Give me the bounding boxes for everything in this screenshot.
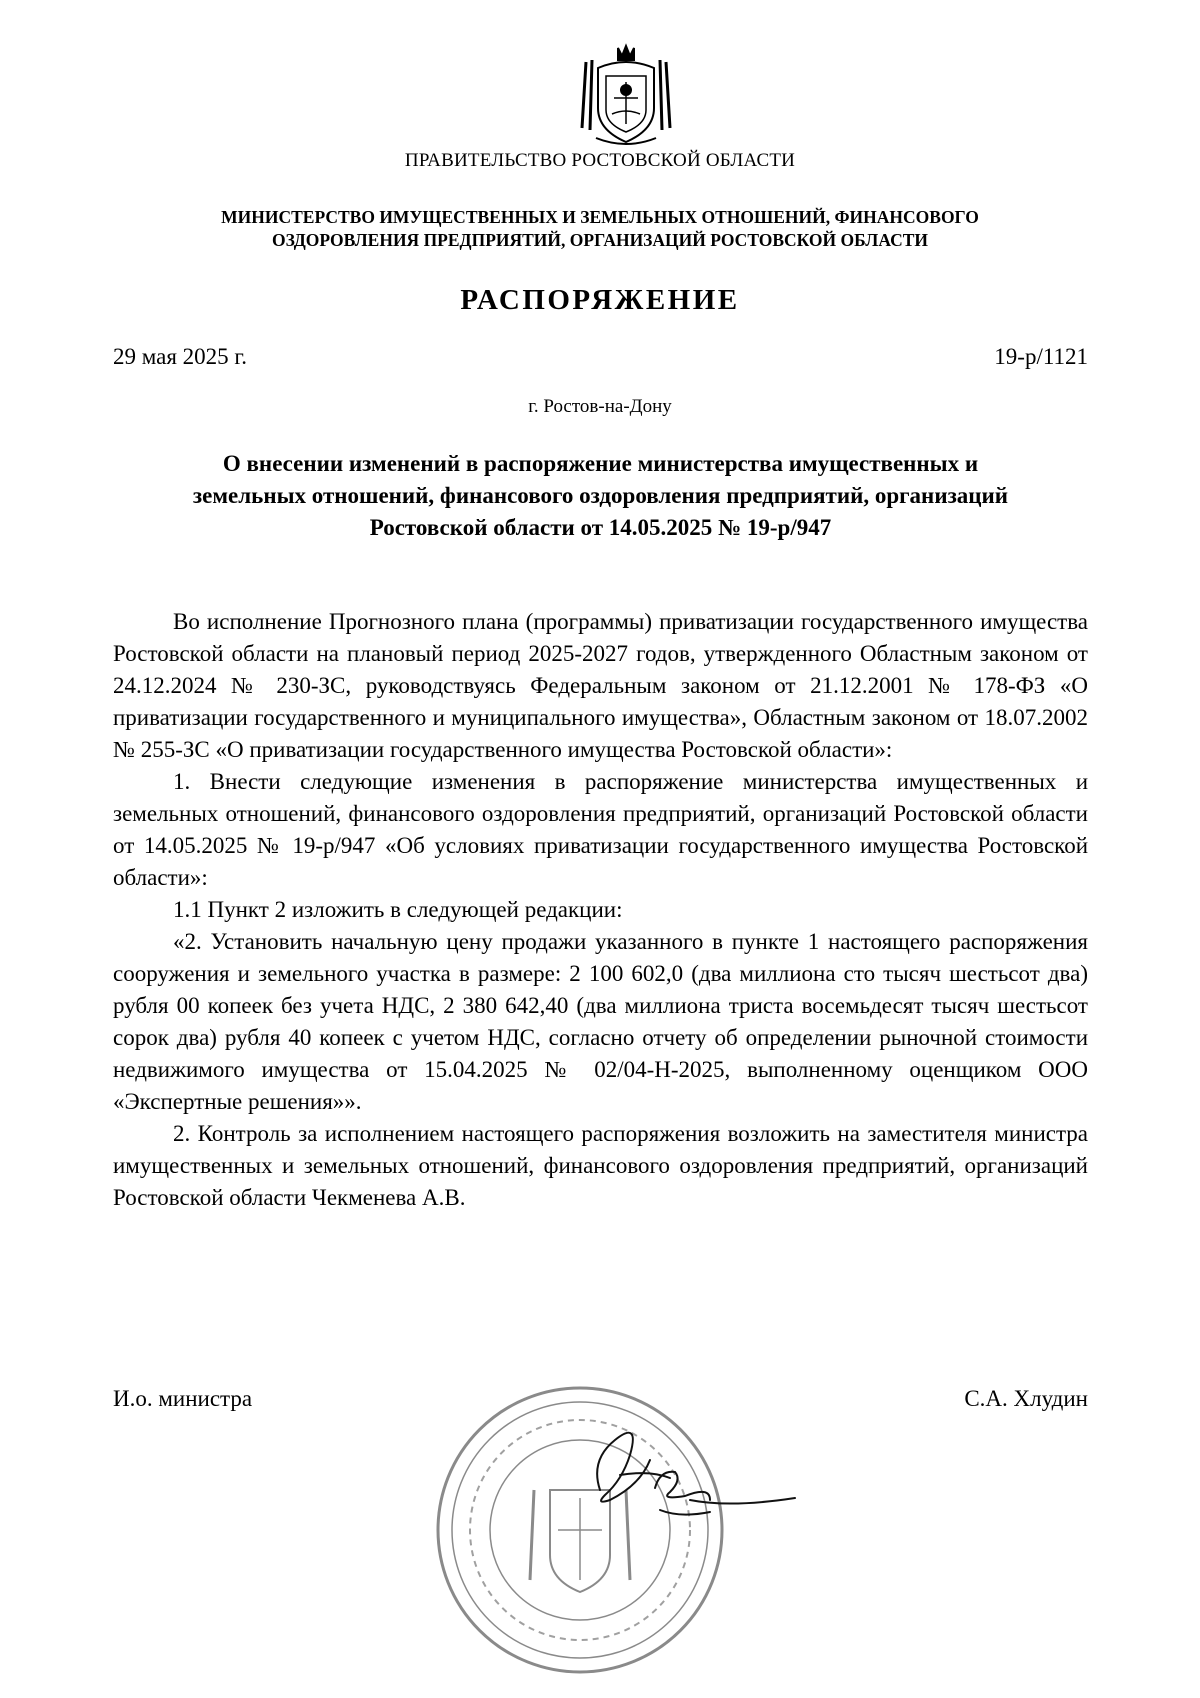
- coat-of-arms-icon: [576, 38, 676, 150]
- government-header: ПРАВИТЕЛЬСТВО РОСТОВСКОЙ ОБЛАСТИ: [404, 150, 796, 171]
- clause-1-1-paragraph: 1.1 Пункт 2 изложить в следующей редакции:: [173, 897, 623, 922]
- ministry-name: [150, 206, 1050, 252]
- clause-2-paragraph: 2. Контроль за исполнением настоящего распоряжения возложить на заместителя министра имущественных и земельных отношений, финансового оздоровления предприятий, организаций Ростовской области Чекменева А.В.: [113, 1121, 1088, 1210]
- document-type: РАСПОРЯЖЕНИЕ: [460, 284, 740, 316]
- document-body: [113, 606, 1088, 1214]
- preamble-paragraph: Во исполнение Прогнозного плана (программы) приватизации государственного имущества Ростовской области на плановый период 2025-2027 годов, утвержденного Областным законом от 24.12.2024 № 230-ЗС, руководствуясь Федеральным законом от 21.12.2001 № 178-ФЗ «О приватизации государственного и муниципального имущества», Областным законом от 18.07.2002 № 255-ЗС «О приватизации государственного имущества Ростовской области»:: [113, 609, 1088, 762]
- document-number: 19-р/1121: [994, 344, 1088, 369]
- subject-line1: О внесении изменений в распоряжение министерства имущественных и: [222, 451, 979, 476]
- clause-1-paragraph: 1. Внести следующие изменения в распоряжение министерства имущественных и земельных отношений, финансового оздоровления предприятий, организаций Ростовской области от 14.05.2025 № 19-р/947 «Об условиях приватизации государственного имущества Ростовской области»:: [113, 769, 1088, 890]
- handwritten-signature-icon: [560, 1400, 800, 1550]
- subject-line2: земельных отношений, финансового оздоровления предприятий, организаций: [192, 483, 1009, 508]
- amended-clause-2-paragraph: «2. Установить начальную цену продажи указанного в пункте 1 настоящего распоряжения сооружения и земельного участка в размере: 2 100 602,0 (два миллиона сто тысяч шестьсот два) рубля 00 копеек без учета НДС, 2 380 642,40 (два миллиона триста восемьдесят тысяч шестьсот сорок два) рубля 40 копеек с учетом НДС, согласно отчету об определении рыночной стоимости недвижимого имущества от 15.04.2025 № 02/04-Н-2025, выполненному оценщиком ООО «Экспертные решения»».: [113, 929, 1088, 1114]
- document-city: г. Ростов-на-Дону: [528, 396, 672, 417]
- ministry-name-line2: ОЗДОРОВЛЕНИЯ ПРЕДПРИЯТИЙ, ОРГАНИЗАЦИЙ РОСТОВСКОЙ ОБЛАСТИ: [271, 230, 929, 250]
- document-subject: [113, 448, 1088, 544]
- signatory-role: И.о. министра: [113, 1386, 253, 1411]
- document-date: 29 мая 2025 г.: [113, 344, 248, 369]
- subject-line3: Ростовской области от 14.05.2025 № 19-р/947: [369, 515, 832, 540]
- ministry-name-line1: МИНИСТЕРСТВО ИМУЩЕСТВЕННЫХ И ЗЕМЕЛЬНЫХ ОТНОШЕНИЙ, ФИНАНСОВОГО: [221, 207, 979, 227]
- signatory-name: С.А. Хлудин: [964, 1386, 1088, 1411]
